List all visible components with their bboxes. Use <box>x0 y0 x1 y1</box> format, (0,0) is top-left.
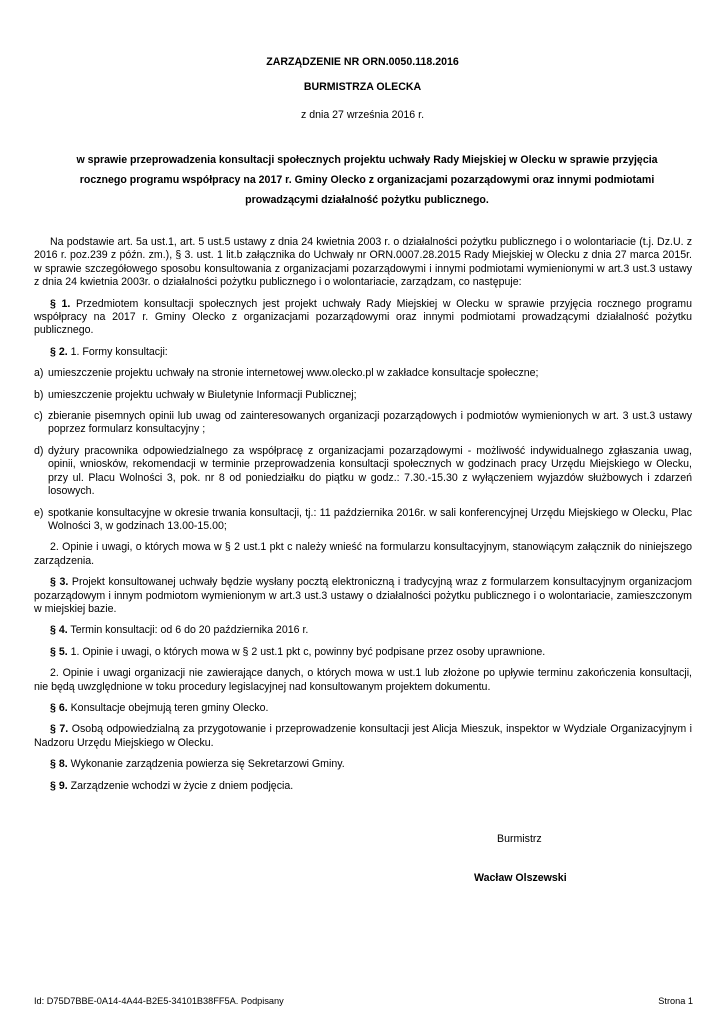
list-item <box>34 507 692 534</box>
issuer-title: BURMISTRZA OLECKA <box>303 81 422 93</box>
section-mark: § 3. <box>50 576 69 589</box>
order-date: z dnia 27 września 2016 r. <box>300 109 425 121</box>
section-3 <box>34 576 692 616</box>
section-text: Konsultacje obejmują teren gminy Olecko. <box>67 701 269 714</box>
list-item-text: dyżury pracownika odpowiedzialnego za współpracę z organizacjami pozarządowymi - możliwość indywidualnego zgłaszania uwag, opinii, wniosków, rekomendacji w terminie przeprowadzenia konsultacji społecznych w godzinach pracy Urzędu Miejskiego w Olecku, przy ul. Placu Wolności 3, pok. nr 8 od poniedziałku do piątku w godz.: 7.30.-15.30 z wyłączeniem wyjazdów służbowych i zdarzeń losowych. <box>48 444 692 498</box>
section-2-paragraph-2: 2. Opinie i uwagi, o których mowa w § 2 ust.1 pkt c należy wnieść na formularzu konsultacyjnym, stanowiącym załącznik do niniejszego zarządzenia. <box>34 541 692 567</box>
section-mark: § 4. <box>50 624 68 637</box>
section-mark: § 9. <box>50 779 68 792</box>
list-item <box>34 367 692 380</box>
section-mark: § 8. <box>50 758 68 771</box>
section-mark: § 2. <box>50 345 68 358</box>
section-mark: § 1. <box>50 297 71 310</box>
section-text: Termin konsultacji: od 6 do 20 października 2016 r. <box>67 624 309 637</box>
section-text: Wykonanie zarządzenia powierza się Sekretarzowi Gminy. <box>67 758 345 771</box>
list-item-text: umieszczenie projektu uchwały w Biuletynie Informacji Publicznej; <box>48 388 357 401</box>
list-item <box>34 389 692 402</box>
section-7 <box>34 723 692 750</box>
section-text: Projekt konsultowanej uchwały będzie wysłany pocztą elektroniczną i tradycyjną wraz z formularzem konsultacyjnym organizacjom pozarządowym i innym podmiotom wymienionym w art.3 ust.3 ustawy o działalności pożytku publicznego i o wolontariacie, zamieszczonym w miejskiej bazie. <box>34 576 692 615</box>
document-body <box>34 236 692 801</box>
section-6 <box>34 702 692 715</box>
list-item-label: a) <box>34 367 44 380</box>
section-8 <box>34 758 692 771</box>
list-item <box>34 410 692 437</box>
section-text: Zarządzenie wchodzi w życie z dniem podjęcia. <box>67 779 294 792</box>
list-item-text: zbieranie pisemnych opinii lub uwag od zainteresowanych organizacji pozarządowych i podmiotów wymienionych w art. 3 ust.3 ustawy poprzez formularz konsultacyjny ; <box>48 410 692 436</box>
section-4 <box>34 624 692 637</box>
list-item-text: umieszczenie projektu uchwały na stronie internetowej www.olecko.pl w zakładce konsultacje społeczne; <box>48 367 539 380</box>
section-mark: § 6. <box>50 701 68 714</box>
order-number: ZARZĄDZENIE NR ORN.0050.118.2016 <box>266 56 459 68</box>
preamble: Na podstawie art. 5a ust.1, art. 5 ust.5 ustawy z dnia 24 kwietnia 2003 r. o działalności pożytku publicznego i o wolontariacie (t.j. Dz.U. z 2016 r. poz.239 z późn. zm.), § 3. ust. 1 lit.b załącznika do Uchwały nr ORN.0007.28.2015 Rady Miejskiej w Olecku z dnia 27 marca 2015r. w sprawie szczegółowego sposobu konsultowania z organizacjami pozarządowymi i innymi podmiotami wymienionymi w art.3 ust.3 ustawy z dnia 24 kwietnia 2003r. o działalności pożytku publicznego i o wolontariacie, zarządzam, co następuje: <box>34 236 692 289</box>
list-item-label: b) <box>34 388 44 401</box>
page-number-footer: Strona 1 <box>658 996 693 1006</box>
section-mark: § 5. <box>50 645 68 658</box>
section-2 <box>34 346 692 359</box>
section-1 <box>34 298 692 338</box>
list-item-label: c) <box>34 410 43 423</box>
section-text: 1. Formy konsultacji: <box>67 345 168 358</box>
order-subject: w sprawie przeprowadzenia konsultacji społecznych projektu uchwały Rady Miejskiej w Olecku w sprawie przyjęcia rocznego programu współpracy na 2017 r. Gminy Olecko z organizacjami pozarządowymi oraz innymi podmiotami prowadzącymi działalność pożytku publicznego. <box>76 154 658 206</box>
section-5-paragraph-2: 2. Opinie i uwagi organizacji nie zawierające danych, o których mowa w ust.1 lub złożone po upływie terminu zakończenia konsultacji, nie będą uwzględnione w toku procedury legislacyjnej nad konsultowanym projektem dokumentu. <box>34 667 692 693</box>
signature-role: Burmistrz <box>497 833 542 845</box>
list-item <box>34 445 692 499</box>
list-item-label: e) <box>34 506 44 519</box>
section-text: 1. Opinie i uwagi, o których mowa w § 2 ust.1 pkt c, powinny być podpisane przez osoby uprawnione. <box>67 645 546 658</box>
signature-name: Wacław Olszewski <box>474 872 567 884</box>
section-text: Osobą odpowiedzialną za przygotowanie i przeprowadzenie konsultacji jest Alicja Mieszuk, inspektor w Wydziale Organizacyjnym i Nadzoru Urzędu Miejskiego w Olecku. <box>34 723 693 749</box>
list-item-text: spotkanie konsultacyjne w okresie trwania konsultacji, tj.: 11 października 2016r. w sali konferencyjnej Urzędu Miejskiego w Olecku, Plac Wolności 3, w godzinach 13.00-15.00; <box>48 506 692 532</box>
section-text: Przedmiotem konsultacji społecznych jest projekt uchwały Rady Miejskiej w Olecku w sprawie przyjęcia rocznego programu współpracy na 2017 r. Gminy Olecko z organizacjami pozarządowymi oraz innymi podmiotami prowadzącymi działalność pożytku publicznego. <box>34 297 692 337</box>
section-9 <box>34 780 692 793</box>
section-5 <box>34 646 692 659</box>
section-mark: § 7. <box>50 723 69 736</box>
document-id-footer: Id: D75D7BBE-0A14-4A44-B2E5-34101B38FF5A. Podpisany <box>34 996 284 1006</box>
list-item-label: d) <box>34 444 44 457</box>
